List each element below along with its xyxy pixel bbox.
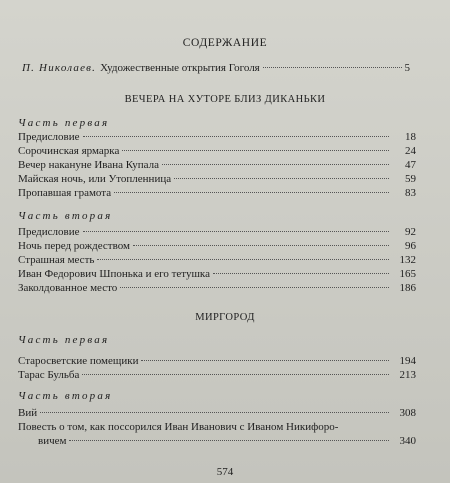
toc-list-dikanka-2 (18, 225, 416, 295)
leader-dots (114, 192, 389, 193)
toc-entry-label: Предисловие (18, 131, 80, 143)
toc-entry-label: Предисловие (18, 226, 80, 238)
toc-entry-page: 213 (399, 369, 416, 381)
toc-list-dikanka-1 (18, 130, 416, 200)
leader-dots (120, 287, 389, 288)
toc-entry (18, 267, 416, 281)
leader-dots (40, 412, 389, 413)
page-number: 574 (216, 466, 234, 478)
toc-entry (18, 172, 416, 186)
toc-entry-page: 18 (405, 131, 416, 143)
leader-dots (83, 231, 390, 232)
part-title-dikanka-1: Часть первая (18, 117, 110, 129)
toc-entry (18, 281, 416, 295)
leader-dots (82, 374, 389, 375)
toc-entry (18, 186, 416, 200)
part-title-mirgorod-1: Часть первая (18, 334, 110, 346)
toc-entry-page: 47 (405, 159, 416, 171)
toc-entry-label: Вий (18, 407, 38, 419)
toc-entry (18, 225, 416, 239)
leader-dots (174, 178, 389, 179)
leader-dots (69, 440, 389, 441)
toc-entry (18, 158, 416, 172)
toc-entry-long-line1 (18, 420, 416, 434)
toc-entry-label: вичем (38, 435, 67, 447)
leader-dots (122, 150, 389, 151)
toc-entry-label: Старосветские помещики (18, 355, 139, 367)
page-title: СОДЕРЖАНИЕ (182, 37, 268, 49)
leader-dots (141, 360, 389, 361)
toc-entry-label: Тарас Бульба (18, 369, 80, 381)
toc-entry-page: 96 (405, 240, 416, 252)
leader-dots (162, 164, 389, 165)
toc-entry-label: Иван Федорович Шпонька и его тетушка (18, 268, 210, 280)
toc-entry-page: 83 (405, 187, 416, 199)
toc-entry-page: 132 (399, 254, 416, 266)
leader-dots (213, 273, 389, 274)
toc-entry-page: 165 (399, 268, 416, 280)
toc-entry-intro (22, 62, 410, 74)
leader-dots (133, 245, 389, 246)
section-title-mirgorod: МИРГОРОД (195, 312, 255, 323)
toc-entry (18, 406, 416, 420)
toc-entry-label: Майская ночь, или Утопленница (18, 173, 172, 185)
toc-entry (18, 239, 416, 253)
toc-entry-label: Пропавшая грамота (18, 187, 112, 199)
toc-entry-page: 186 (399, 282, 416, 294)
toc-entry-label: Страшная месть (18, 254, 95, 266)
toc-entry-page: 308 (399, 407, 416, 419)
intro-label: Художественные открытия Гоголя (100, 62, 260, 74)
leader-dots (97, 259, 389, 260)
intro-author: П. Николаев. (22, 62, 97, 74)
toc-entry-label: Вечер накануне Ивана Купала (18, 159, 159, 171)
toc-entry-page: 92 (405, 226, 416, 238)
toc-entry-label: Сорочинская ярмарка (18, 145, 120, 157)
toc-entry (18, 144, 416, 158)
toc-entry-label: Ночь перед рождеством (18, 240, 130, 252)
toc-entry-long-line2 (18, 434, 416, 448)
toc-entry (18, 368, 416, 382)
toc-entry (18, 253, 416, 267)
leader-dots (263, 67, 402, 68)
leader-dots (83, 136, 390, 137)
toc-list-mirgorod-2 (18, 406, 416, 448)
toc-entry (18, 354, 416, 368)
toc-list-mirgorod-1 (18, 354, 416, 382)
part-title-mirgorod-2: Часть вторая (18, 390, 113, 402)
section-title-dikanka: ВЕЧЕРА НА ХУТОРЕ БЛИЗ ДИКАНЬКИ (124, 94, 326, 105)
toc-entry-label: Повесть о том, как поссорился Иван Иванович с Иваном Никифоро- (18, 421, 339, 433)
part-title-dikanka-2: Часть вторая (18, 210, 113, 222)
toc-entry-page: 59 (405, 173, 416, 185)
intro-page: 5 (404, 62, 410, 74)
toc-entry-page: 340 (399, 435, 416, 447)
toc-entry-label: Заколдованное место (18, 282, 118, 294)
toc-entry-page: 24 (405, 145, 416, 157)
toc-entry (18, 130, 416, 144)
toc-entry-page: 194 (399, 355, 416, 367)
